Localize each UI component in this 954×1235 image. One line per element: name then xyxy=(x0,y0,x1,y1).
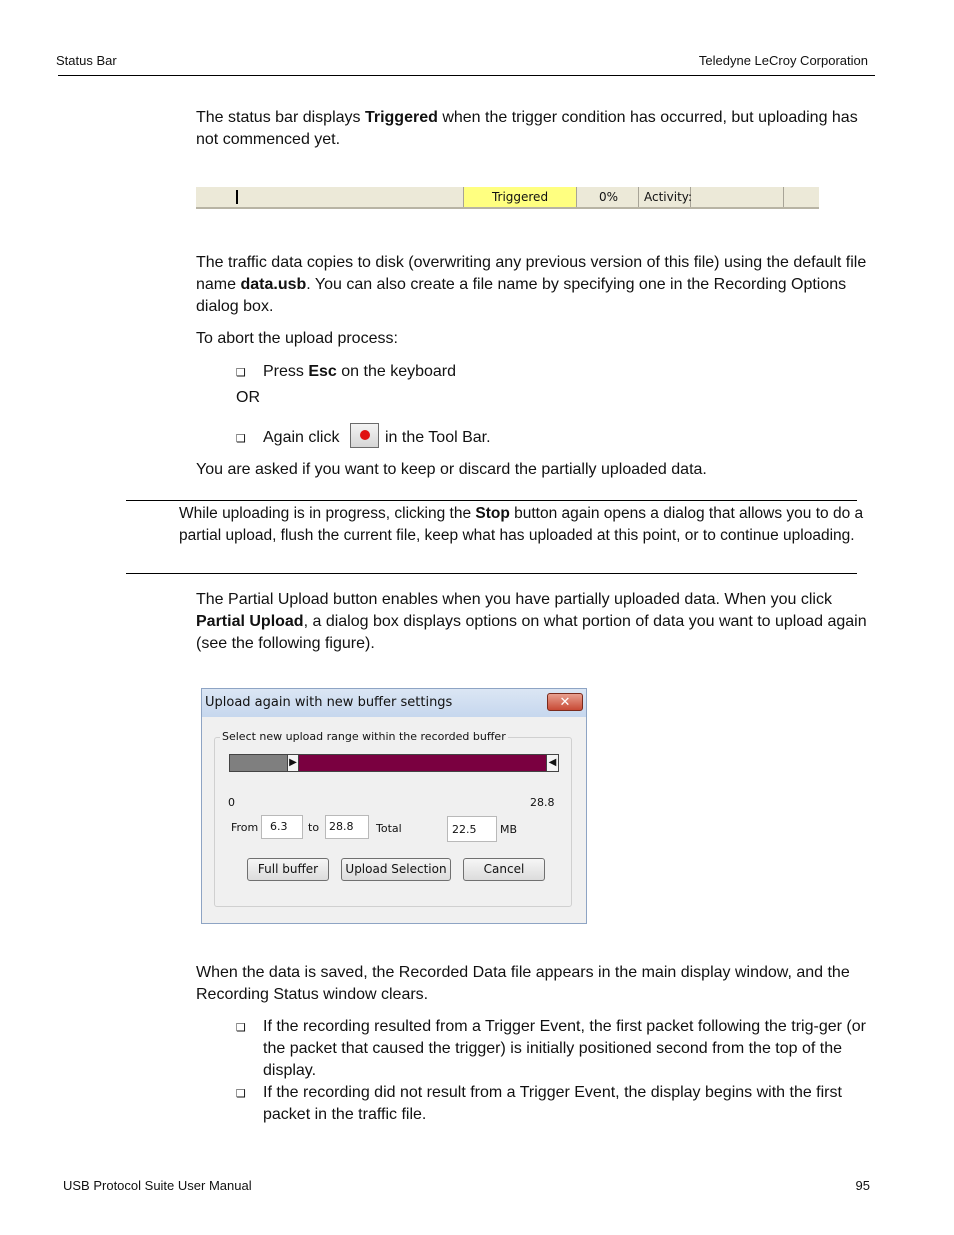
footer-manual-title: USB Protocol Suite User Manual xyxy=(63,1178,252,1193)
paragraph-partial-upload: The Partial Upload button enables when you have partially uploaded data. When you click Partial Upload, a dialog box displays options on what portion of data you want to upload again (see the following figure). xyxy=(196,591,867,652)
bullet-icon: ❑ xyxy=(236,433,246,445)
header-company: Teledyne LeCroy Corporation xyxy=(698,53,868,68)
abort-item-esc: Press Esc on the keyboard xyxy=(263,363,457,380)
paragraph-data-copy: The traffic data copies to disk (overwriting any previous version of this file) using the default file name data.usb. You can also create a file name by specifying one in the Recording Options dialog box. xyxy=(196,254,867,315)
abort-item-click-suffix: in the Tool Bar. xyxy=(385,429,491,446)
note-stop-button: While uploading is in progress, clicking the Stop button again opens a dialog that allows you to do a partial upload, flush the current file, keep what has uploaded at this point, or to continue uploading. xyxy=(179,505,864,544)
upload-dialog-screenshot xyxy=(201,688,587,924)
status-activity: Activity: xyxy=(639,187,691,207)
record-stop-button-icon xyxy=(350,423,379,448)
total-label: Total xyxy=(376,822,402,835)
dialog-title: Upload again with new buffer settings xyxy=(205,695,453,710)
paragraph-keep-discard: You are asked if you want to keep or discard the partially uploaded data. xyxy=(196,461,707,478)
bullet-icon: ❑ xyxy=(236,1088,246,1100)
status-segment-progress xyxy=(196,187,464,207)
saved-item-trigger: If the recording resulted from a Trigger Event, the first packet following the trig-ger (or the packet that caused the trigger) is initially positioned second from the top of the display. xyxy=(263,1018,866,1079)
abort-item-click-label: Again click xyxy=(263,429,340,446)
paragraph-abort: To abort the upload process: xyxy=(196,330,398,347)
total-field[interactable]: 22.5 xyxy=(447,816,497,842)
range-start-handle[interactable]: ▶ xyxy=(287,755,299,771)
to-field[interactable]: 28.8 xyxy=(325,815,369,839)
range-max-label: 28.8 xyxy=(530,796,555,809)
status-segment-blank xyxy=(691,187,784,207)
range-min-label: 0 xyxy=(228,796,235,809)
unit-label: MB xyxy=(500,823,518,836)
close-icon[interactable]: ✕ xyxy=(547,693,583,711)
to-label: to xyxy=(308,821,320,834)
paragraph-data-saved: When the data is saved, the Recorded Data file appears in the main display window, and the Recording Status window clears. xyxy=(196,964,850,1003)
upload-selection-button[interactable]: Upload Selection xyxy=(341,858,451,881)
cancel-button[interactable]: Cancel xyxy=(463,858,545,881)
range-selected-fill xyxy=(299,755,546,771)
note-top-rule xyxy=(126,500,857,501)
from-field[interactable]: 6.3 xyxy=(261,815,303,839)
status-cursor xyxy=(236,190,238,204)
paragraph-triggered: The status bar displays Triggered when the trigger condition has occurred, but uploading has not commenced yet. xyxy=(196,109,858,148)
from-label: From xyxy=(231,821,259,834)
full-buffer-button[interactable]: Full buffer xyxy=(247,858,329,881)
status-bar-screenshot xyxy=(196,187,819,209)
footer-page-number: 95 xyxy=(855,1178,870,1193)
bullet-icon: ❑ xyxy=(236,1022,246,1034)
abort-or: OR xyxy=(236,389,260,406)
header-rule xyxy=(58,75,875,76)
header-section-title: Status Bar xyxy=(56,53,117,68)
saved-item-no-trigger: If the recording did not result from a Trigger Event, the display begins with the first packet in the traffic file. xyxy=(263,1084,842,1123)
range-unselected-fill xyxy=(230,755,287,771)
status-percent: 0% xyxy=(577,187,639,207)
dialog-titlebar xyxy=(202,689,586,717)
range-slider[interactable] xyxy=(229,754,559,772)
record-dot-icon xyxy=(360,430,370,440)
note-bottom-rule xyxy=(126,573,857,574)
group-label: Select new upload range within the recorded buffer xyxy=(222,730,506,743)
bullet-icon: ❑ xyxy=(236,367,246,379)
range-end-handle[interactable]: ◀ xyxy=(546,755,558,771)
status-triggered: Triggered xyxy=(464,187,577,207)
